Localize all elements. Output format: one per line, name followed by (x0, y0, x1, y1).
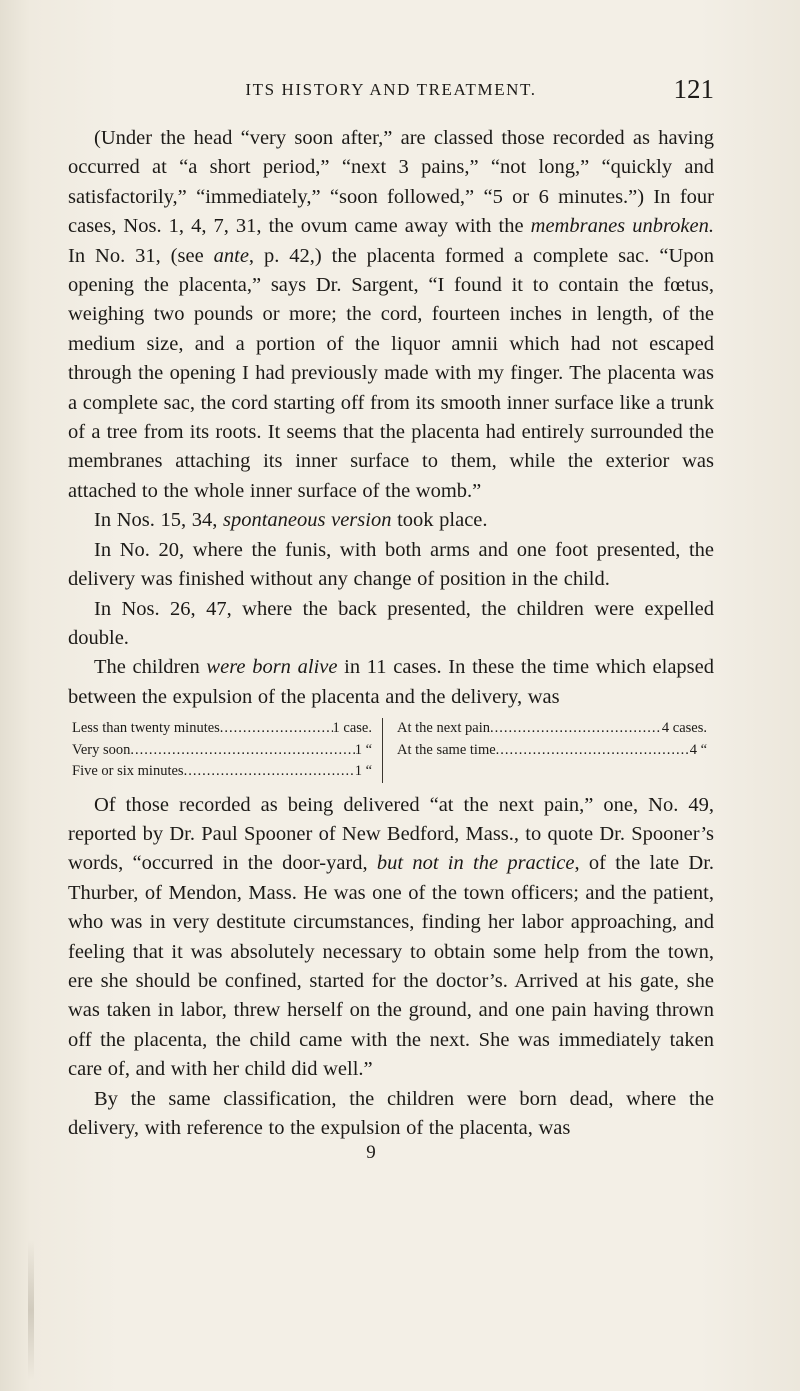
table-row (397, 718, 707, 740)
paragraphs-before-table (68, 124, 714, 712)
italic-text: were born alive (206, 656, 338, 679)
table-row (72, 718, 372, 740)
text-run: In No. 20, where the funis, with both arms and one foot presented, the delivery was finished without any change of position in the child. (68, 538, 714, 591)
leader-dots (130, 740, 354, 762)
paragraph (68, 506, 714, 535)
row-label: At the same time (397, 741, 496, 758)
leader-dots (184, 761, 355, 783)
paragraph (68, 124, 714, 506)
text-run: In No. 31, (see (68, 244, 214, 267)
row-value: 4 cases. (661, 720, 707, 737)
page-edge-stain (28, 1240, 34, 1380)
row-label: Five or six minutes (72, 763, 184, 780)
row-value: 1 “ (354, 763, 372, 780)
row-value: 1 “ (354, 741, 372, 758)
italic-text: spontaneous version (222, 509, 392, 532)
page-body (68, 124, 714, 1164)
paragraph (68, 653, 714, 712)
paragraph (68, 595, 714, 654)
page-header (68, 74, 714, 110)
timing-table (72, 718, 714, 783)
text-run: (Under the head “very soon after,” are classed those recorded as having occurred at “a short period,” “next 3 pains,” “not long,” “quickly and satisfactorily,” “immediately,” “soon followed,” “5 or 6 minutes.”) In four cases, Nos. 1, 4, 7, 31, the ovum came away with the (68, 127, 714, 238)
italic-text: ante (213, 244, 249, 267)
text-run: took place. (391, 509, 488, 532)
paragraphs-after-table (68, 791, 714, 1144)
timing-table-left-column (72, 718, 372, 783)
row-label: At the next pain (397, 720, 491, 737)
text-run: By the same classification, the children were born dead, where the delivery, with reference to the expulsion of the placenta, was (68, 1087, 714, 1140)
leader-dots (220, 718, 333, 740)
text-run: In Nos. 26, 47, where the back presented, the children were expelled double. (68, 597, 714, 649)
timing-table-right-column (382, 718, 707, 783)
italic-text: membranes unbroken. (530, 215, 714, 238)
text-run: , of the late Dr. Thurber, of Mendon, Mass. He was one of the town officers; and the patient, who was in very destitute circumstances, finding her labor approaching, and feeling that it was absolutely necessary to obtain some help from the town, ere she should be confined, started for the doctor’s. Arrived at his gate, she was taken in labor, threw herself on the ground, and one pain having thrown off the placenta, the child came with the next. She was immediately taken care of, and with her child did well.” (68, 852, 715, 1081)
signature-mark: 9 (366, 1141, 376, 1163)
leader-dots (496, 740, 690, 762)
row-label: Very soon (72, 741, 131, 758)
text-run: In Nos. 15, 34, (94, 509, 223, 532)
text-run: , p. 42,) the placenta formed a complete sac. “Upon opening the placenta,” says Dr. Sargent, “I found it to contain the fœtus, weighing two pounds or more; the cord, fourteen inches in length, of the medium size, and a portion of the liquor amnii which had not escaped through the opening I had previously made with my finger. The placenta was a complete sac, the cord starting off from its smooth inner surface like a trunk of a tree from its roots. It seems that the placenta had entirely surrounded the membranes attaching its inner surface to them, while the exterior was attached to the whole inner surface of the womb.” (68, 244, 714, 502)
table-row (397, 740, 707, 762)
row-label: Less than twenty minutes (72, 720, 220, 737)
text-run: in 11 cases. In these the time which elapsed between the expulsion of the placenta and the delivery, was (68, 656, 714, 708)
paragraph (68, 536, 714, 595)
text-run: Of those recorded as being delivered “at the next pain,” one, No. 49, reported by Dr. Paul Spooner of New Bedford, Mass., to quote Dr. Spooner’s words, “occurred in the door-yard, (68, 793, 714, 875)
running-head: ITS HISTORY AND TREATMENT. (245, 80, 537, 99)
row-value: 1 case. (332, 720, 372, 737)
page-number: 121 (673, 74, 714, 104)
paragraph (68, 791, 714, 1085)
row-value: 4 “ (689, 741, 707, 758)
table-row (72, 761, 372, 783)
italic-text: but not in the practice (376, 852, 575, 875)
table-row (72, 740, 372, 762)
paragraph (68, 1085, 714, 1144)
text-run: The children (94, 656, 207, 679)
leader-dots (490, 718, 662, 740)
